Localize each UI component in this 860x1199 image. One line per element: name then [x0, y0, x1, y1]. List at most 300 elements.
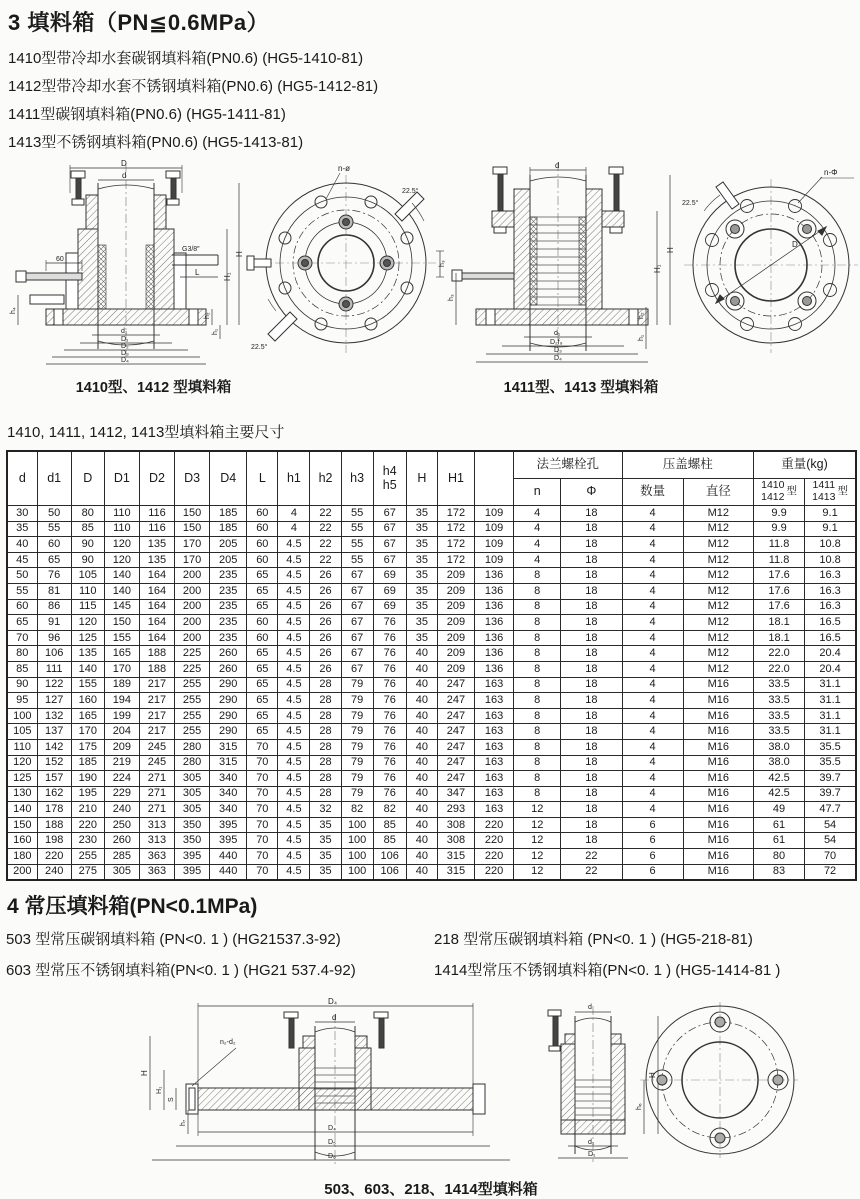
engineering-drawings	[6, 159, 856, 373]
table-cell: 127	[37, 693, 71, 709]
table-cell: 35	[406, 583, 437, 599]
table-cell: 35	[406, 630, 437, 646]
table-cell: 79	[341, 739, 373, 755]
table-cell: 90	[71, 537, 104, 553]
table-cell: 150	[7, 817, 37, 833]
table-cell: 217	[139, 724, 174, 740]
dim-label: D₂	[121, 343, 129, 350]
table-cell: 79	[341, 786, 373, 802]
product-line: 1412型带冷却水套不锈钢填料箱(PN0.6) (HG5-1412-81)	[8, 78, 379, 95]
table-cell: 6	[622, 833, 683, 849]
table-cell: 33.5	[753, 677, 804, 693]
table-cell: 4	[622, 661, 683, 677]
drawing-1410-flange-view	[246, 159, 446, 373]
table-row	[7, 630, 856, 646]
table-cell: 235	[210, 568, 247, 584]
table-cell: 18	[561, 568, 622, 584]
table-cell: 163	[475, 802, 514, 818]
table-row	[7, 708, 856, 724]
table-cell: 4	[622, 630, 683, 646]
dim-label: h₁	[212, 328, 219, 335]
table-cell: 164	[139, 583, 174, 599]
table-cell: 40	[406, 708, 437, 724]
table-cell: 4.5	[278, 568, 310, 584]
table-cell: 35	[310, 817, 341, 833]
table-cell: 163	[475, 724, 514, 740]
table-cell: 12	[514, 849, 561, 865]
table-cell: 18	[561, 771, 622, 787]
table-cell: 109	[475, 537, 514, 553]
table-cell: 136	[475, 568, 514, 584]
table-cell: 145	[104, 599, 139, 615]
column-header: D3	[175, 451, 210, 506]
table-cell: 16.3	[805, 599, 856, 615]
table-row	[7, 537, 856, 553]
table-cell: 18	[561, 630, 622, 646]
table-cell: 79	[341, 693, 373, 709]
product-line: 1413型不锈钢填料箱(PN0.6) (HG5-1413-81)	[8, 134, 304, 151]
table-cell: 305	[175, 802, 210, 818]
table-cell: 55	[7, 583, 37, 599]
column-header: D4	[210, 451, 247, 506]
table-cell: 76	[373, 646, 406, 662]
table-cell: 235	[210, 599, 247, 615]
table-cell: 18	[561, 506, 622, 522]
table-cell: 76	[373, 739, 406, 755]
table-cell: M16	[683, 771, 753, 787]
table-cell: 4	[622, 739, 683, 755]
table-cell: 220	[475, 849, 514, 865]
table-cell: 8	[514, 646, 561, 662]
table-cell: 100	[341, 849, 373, 865]
table-cell: 35	[7, 521, 37, 537]
table-cell: 8	[514, 599, 561, 615]
table-cell: 70	[247, 864, 278, 880]
section4-left-column	[6, 928, 434, 990]
table-cell: 17.6	[753, 583, 804, 599]
table-cell: M16	[683, 864, 753, 880]
table-cell: 70	[247, 786, 278, 802]
table-cell: 4.5	[278, 724, 310, 740]
product-line: 218 型常压碳钢填料箱 (PN<0. 1 ) (HG5-218-81)	[434, 931, 753, 949]
table-cell: 35	[406, 568, 437, 584]
table-cell: 65	[247, 693, 278, 709]
table-cell: 22	[310, 537, 341, 553]
table-cell: 200	[175, 599, 210, 615]
table-cell: M16	[683, 693, 753, 709]
table-cell: 4	[622, 583, 683, 599]
table-cell: 165	[104, 646, 139, 662]
table-cell: 100	[341, 864, 373, 880]
drawing-captions	[6, 376, 856, 397]
table-cell: 4	[514, 552, 561, 568]
column-header: d1	[37, 451, 71, 506]
table-cell: 105	[7, 724, 37, 740]
table-cell: 28	[310, 708, 341, 724]
table-cell: 220	[71, 817, 104, 833]
table-cell: 96	[37, 630, 71, 646]
table-cell: M12	[683, 630, 753, 646]
table-cell: 247	[437, 771, 474, 787]
dim-label: 60	[56, 256, 64, 263]
table-cell: 313	[139, 833, 174, 849]
table-cell: 4.5	[278, 615, 310, 631]
table-cell: 247	[437, 739, 474, 755]
table-row	[7, 521, 856, 537]
table-cell: 80	[753, 849, 804, 865]
table-cell: 200	[175, 568, 210, 584]
dim-label: n-ø	[338, 164, 350, 173]
table-cell: 65	[247, 583, 278, 599]
table-cell: 200	[175, 583, 210, 599]
table-cell: 70	[247, 755, 278, 771]
table-cell: 4.5	[278, 537, 310, 553]
drawing-503-603-218-1414	[128, 992, 856, 1177]
table-cell: 4.5	[278, 583, 310, 599]
dim-label: D₆	[328, 1153, 336, 1161]
table-cell: 38.0	[753, 739, 804, 755]
table-cell: 18	[561, 615, 622, 631]
caption-1411-1413: 1411型、1413 型填料箱	[503, 380, 659, 396]
table-cell: M12	[683, 552, 753, 568]
table-cell: 60	[37, 537, 71, 553]
table-cell: 18	[561, 708, 622, 724]
table-cell: 125	[7, 771, 37, 787]
table-cell: 30	[7, 506, 37, 522]
table-cell: M16	[683, 708, 753, 724]
table-cell: 305	[104, 864, 139, 880]
table-cell: 163	[475, 771, 514, 787]
dim-label: D₅	[328, 1139, 336, 1147]
column-header: D2	[139, 451, 174, 506]
dim-label: D₄	[328, 1125, 336, 1133]
table-cell: 35	[406, 552, 437, 568]
table-cell: 42.5	[753, 786, 804, 802]
table-cell: 22	[561, 849, 622, 865]
table-cell: 395	[210, 833, 247, 849]
table-cell: 204	[104, 724, 139, 740]
table-cell: 199	[104, 708, 139, 724]
table-cell: 136	[475, 615, 514, 631]
table-cell: 67	[373, 521, 406, 537]
dim-label: H₁	[156, 1086, 163, 1095]
table-cell: 290	[210, 708, 247, 724]
table-cell: 86	[37, 599, 71, 615]
table-cell: 31.1	[805, 677, 856, 693]
table-cell: 35	[406, 506, 437, 522]
table-cell: 35	[406, 615, 437, 631]
table-cell: 340	[210, 786, 247, 802]
table-cell: 69	[373, 583, 406, 599]
table-cell: 160	[7, 833, 37, 849]
table-cell: 18	[561, 693, 622, 709]
table-cell: 18	[561, 817, 622, 833]
table-cell: 290	[210, 724, 247, 740]
table-cell: 81	[37, 583, 71, 599]
table-cell: 61	[753, 833, 804, 849]
table-cell: 67	[341, 630, 373, 646]
table-cell: 18	[561, 755, 622, 771]
table-cell: 79	[341, 771, 373, 787]
table-cell: 9.1	[805, 521, 856, 537]
table-cell: 70	[247, 817, 278, 833]
table-cell: 363	[139, 849, 174, 865]
table-row	[7, 724, 856, 740]
table-cell: 40	[406, 864, 437, 880]
table-cell: 28	[310, 724, 341, 740]
table-cell: 40	[406, 693, 437, 709]
table-cell: M16	[683, 755, 753, 771]
table-cell: 172	[437, 537, 474, 553]
table-cell: 8	[514, 693, 561, 709]
table-cell: 40	[406, 833, 437, 849]
table-cell: 350	[175, 817, 210, 833]
table-cell: 26	[310, 615, 341, 631]
product-line: 1414型常压不锈钢填料箱(PN<0. 1 ) (HG5-1414-81 )	[434, 962, 781, 980]
table-cell: 55	[341, 521, 373, 537]
table-cell: 235	[210, 615, 247, 631]
table-cell: 79	[341, 708, 373, 724]
table-cell: 250	[104, 817, 139, 833]
table-cell: 67	[341, 646, 373, 662]
table-cell: 65	[247, 677, 278, 693]
table-cell: 38.0	[753, 755, 804, 771]
dim-label: D₄	[554, 355, 562, 362]
table-cell: 70	[805, 849, 856, 865]
table-cell: 235	[210, 583, 247, 599]
table-cell: 350	[175, 833, 210, 849]
caption-1410-1412: 1410型、1412 型填料箱	[75, 380, 232, 396]
table-row	[7, 739, 856, 755]
table-cell: 18	[561, 833, 622, 849]
table-cell: 195	[71, 786, 104, 802]
table-cell: 35	[406, 521, 437, 537]
table-cell: 33.5	[753, 693, 804, 709]
table-cell: 8	[514, 755, 561, 771]
table-row	[7, 677, 856, 693]
table-cell: 8	[514, 615, 561, 631]
table-cell: 54	[805, 833, 856, 849]
table-cell: 12	[514, 802, 561, 818]
dim-label: D₁	[588, 1151, 596, 1159]
dim-label: H	[140, 1070, 149, 1077]
table-cell: 180	[7, 849, 37, 865]
table-cell: 40	[406, 771, 437, 787]
drawing-1410-section	[6, 159, 246, 373]
table-cell: 18	[561, 537, 622, 553]
table-cell: 4.5	[278, 786, 310, 802]
column-subheader: n	[514, 479, 561, 506]
table-cell: 4	[622, 552, 683, 568]
dim-label: H	[666, 247, 675, 253]
table-cell: 79	[341, 724, 373, 740]
header-row-1	[7, 451, 856, 479]
table-cell: 55	[341, 552, 373, 568]
table-cell: 16.5	[805, 630, 856, 646]
table-cell: 247	[437, 755, 474, 771]
section3-product-list	[6, 47, 856, 152]
table-cell: 40	[406, 849, 437, 865]
table-cell: 22	[310, 506, 341, 522]
dim-label: L	[195, 268, 200, 277]
table-cell: 18	[561, 583, 622, 599]
table-intro: 1410, 1411, 1412, 1413型填料箱主要尺寸	[7, 424, 285, 441]
table-cell: 40	[406, 802, 437, 818]
table-cell: 120	[71, 615, 104, 631]
dim-label: d₁	[588, 1139, 595, 1147]
table-cell: 209	[437, 630, 474, 646]
table-cell: 198	[37, 833, 71, 849]
column-header: h2	[310, 451, 341, 506]
table-cell: 4	[622, 786, 683, 802]
table-cell: 18	[561, 599, 622, 615]
dim-label: H	[648, 1072, 657, 1079]
table-cell: 116	[139, 521, 174, 537]
dim-label: H₁	[653, 264, 662, 273]
table-cell: 137	[37, 724, 71, 740]
table-cell: 245	[139, 739, 174, 755]
table-cell: 4	[622, 568, 683, 584]
table-cell: 111	[37, 661, 71, 677]
table-cell: 4	[622, 708, 683, 724]
table-cell: 69	[373, 568, 406, 584]
table-cell: 188	[37, 817, 71, 833]
table-cell: 18	[561, 552, 622, 568]
table-cell: 245	[139, 755, 174, 771]
column-subheader: 1410 1412 型	[753, 479, 804, 506]
dim-label: D₃	[121, 350, 129, 357]
table-cell: 76	[373, 630, 406, 646]
table-cell: M16	[683, 739, 753, 755]
dim-label: D₃	[554, 347, 562, 354]
table-cell: 85	[373, 817, 406, 833]
column-header	[475, 451, 514, 506]
table-cell: 122	[37, 677, 71, 693]
table-cell: 65	[247, 599, 278, 615]
table-cell: 135	[139, 537, 174, 553]
table-cell: 170	[175, 537, 210, 553]
table-cell: 8	[514, 724, 561, 740]
table-cell: 90	[71, 552, 104, 568]
table-cell: M12	[683, 583, 753, 599]
table-cell: 22	[310, 521, 341, 537]
table-cell: 4	[622, 506, 683, 522]
table-cell: 4	[622, 615, 683, 631]
table-cell: 65	[37, 552, 71, 568]
table-cell: 105	[71, 568, 104, 584]
table-cell: M12	[683, 506, 753, 522]
drawing-atmospheric-boxes	[128, 992, 800, 1172]
table-cell: 136	[475, 599, 514, 615]
table-cell: 35.5	[805, 755, 856, 771]
section4-product-list	[6, 928, 856, 990]
table-cell: 18.1	[753, 615, 804, 631]
table-cell: 50	[37, 506, 71, 522]
table-cell: 76	[373, 786, 406, 802]
column-header: D	[71, 451, 104, 506]
dim-label: H₁	[223, 272, 232, 281]
dim-label: d₁	[121, 328, 128, 335]
table-cell: 4	[514, 506, 561, 522]
table-cell: 8	[514, 786, 561, 802]
table-cell: 280	[175, 739, 210, 755]
table-cell: 45	[7, 552, 37, 568]
table-cell: M12	[683, 568, 753, 584]
table-row	[7, 552, 856, 568]
table-cell: 4.5	[278, 599, 310, 615]
table-cell: 200	[175, 615, 210, 631]
table-cell: 125	[71, 630, 104, 646]
table-cell: 76	[373, 708, 406, 724]
section4-title: 4 常压填料箱(PN<0.1MPa)	[7, 895, 258, 919]
table-cell: 18	[561, 724, 622, 740]
table-cell: 39.7	[805, 786, 856, 802]
table-cell: 275	[71, 864, 104, 880]
table-cell: 172	[437, 506, 474, 522]
table-cell: 217	[139, 693, 174, 709]
table-cell: 91	[37, 615, 71, 631]
table-cell: 210	[71, 802, 104, 818]
table-cell: 4	[278, 506, 310, 522]
table-cell: 18.1	[753, 630, 804, 646]
product-line: 1410型带冷却水套碳钢填料箱(PN0.6) (HG5-1410-81)	[8, 50, 364, 67]
dim-label: h₁	[638, 334, 645, 341]
dim-label: D	[121, 159, 127, 168]
table-cell: 260	[104, 833, 139, 849]
table-cell: 4.5	[278, 661, 310, 677]
table-cell: M16	[683, 833, 753, 849]
table-cell: 194	[104, 693, 139, 709]
table-row	[7, 802, 856, 818]
table-cell: 28	[310, 739, 341, 755]
table-cell: 67	[341, 568, 373, 584]
table-cell: 40	[406, 677, 437, 693]
table-cell: 60	[247, 552, 278, 568]
table-cell: 224	[104, 771, 139, 787]
dim-label: n₂-d₂	[220, 1039, 236, 1047]
table-row	[7, 506, 856, 522]
table-cell: 16.5	[805, 615, 856, 631]
table-cell: 230	[71, 833, 104, 849]
dim-label: D	[792, 240, 798, 249]
table-row	[7, 583, 856, 599]
table-cell: 200	[175, 630, 210, 646]
table-cell: 18	[561, 661, 622, 677]
table-cell: 4	[514, 537, 561, 553]
table-cell: 4.5	[278, 693, 310, 709]
table-cell: 205	[210, 537, 247, 553]
table-cell: 247	[437, 724, 474, 740]
table-cell: 170	[71, 724, 104, 740]
table-cell: 80	[71, 506, 104, 522]
table-cell: 4.5	[278, 802, 310, 818]
dim-label: S	[168, 1097, 175, 1103]
table-cell: 40	[406, 724, 437, 740]
table-cell: 395	[175, 864, 210, 880]
table-row	[7, 646, 856, 662]
column-header: H	[406, 451, 437, 506]
table-cell: 31.1	[805, 724, 856, 740]
table-cell: 67	[341, 583, 373, 599]
table-cell: 65	[247, 724, 278, 740]
table-cell: 136	[475, 661, 514, 677]
table-cell: 363	[139, 864, 174, 880]
dim-label: h₂	[638, 312, 645, 319]
table-row	[7, 661, 856, 677]
table-cell: M12	[683, 646, 753, 662]
table-cell: 395	[175, 849, 210, 865]
table-cell: 22	[310, 552, 341, 568]
